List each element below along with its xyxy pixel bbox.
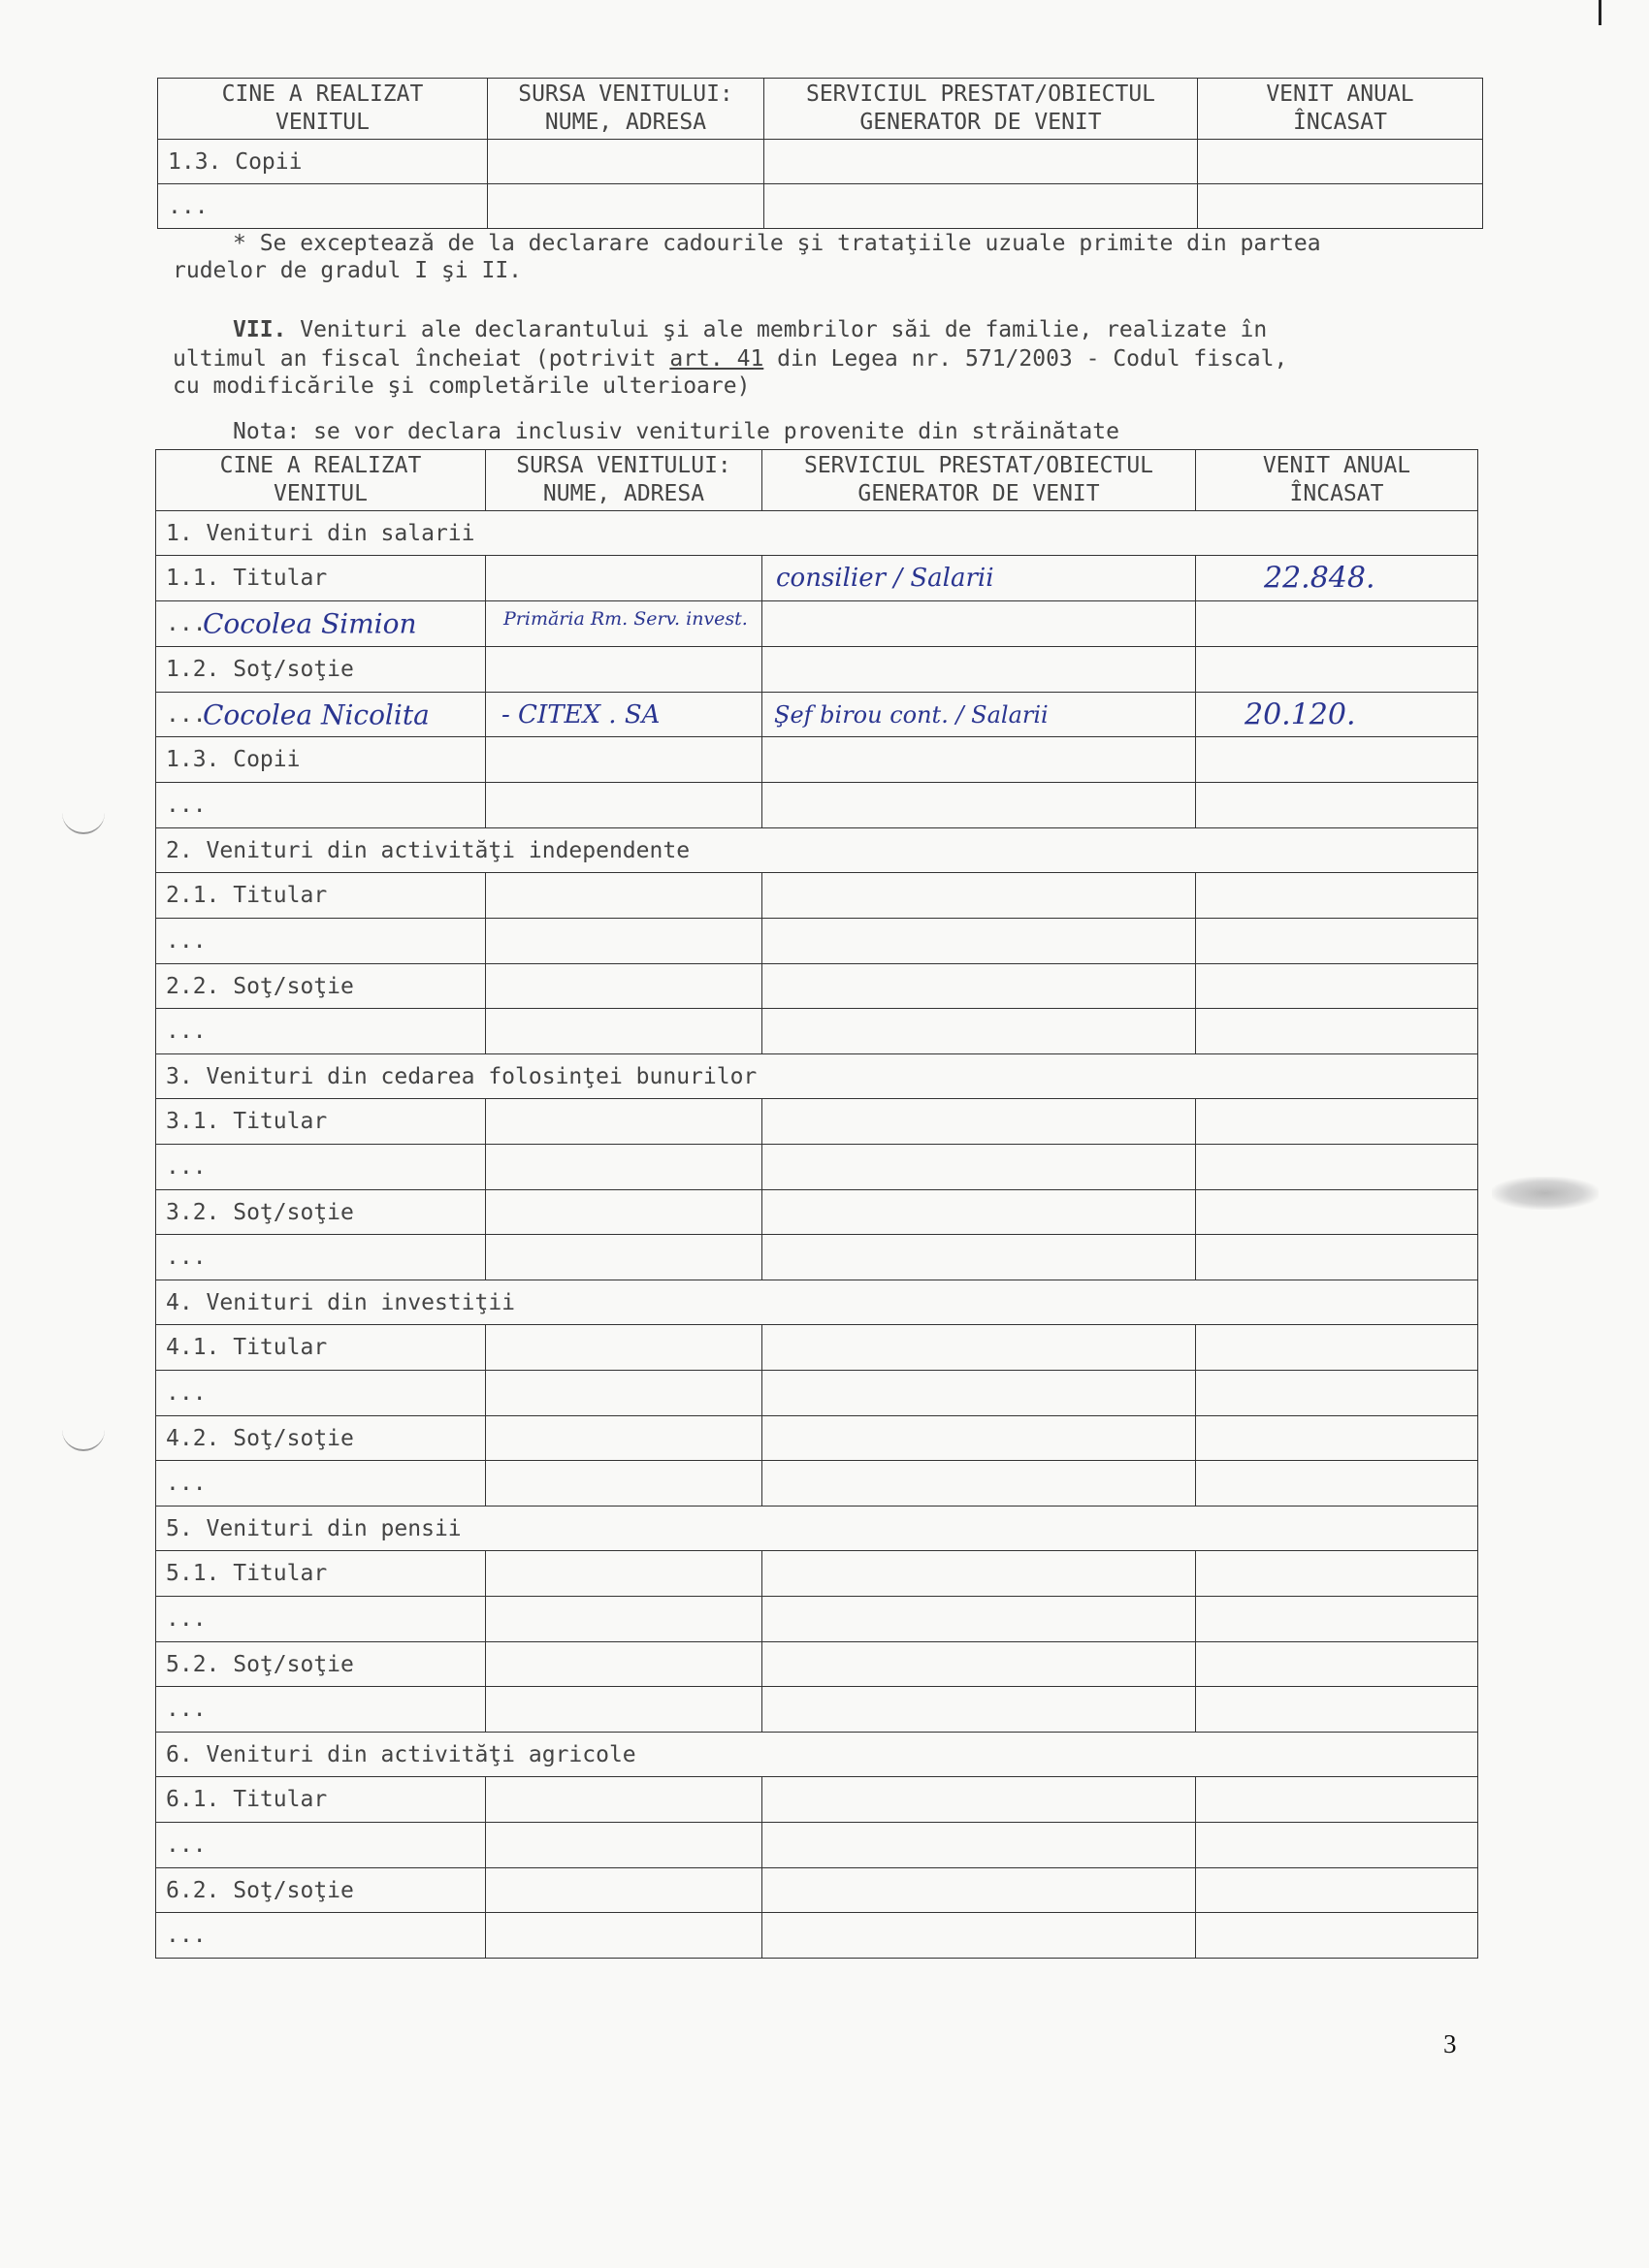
table-row [156,1235,1478,1280]
row-label: 2.1. Titular [156,873,486,919]
table-row [156,1325,1478,1371]
table-row [156,1868,1478,1913]
punch-hole-mark [62,1428,105,1451]
table-row [156,964,1478,1009]
table-row [156,1145,1478,1190]
section-row-investitii [156,1280,1478,1325]
row-label: ... [156,1009,486,1054]
handwritten-cell [762,556,1196,601]
section-title: 1. Venituri din salarii [156,511,1478,556]
scan-edge [1599,0,1601,25]
section-vii-line1: VII. Venituri ale declarantului şi ale membrilor săi de familie, realizate în [233,317,1268,342]
header-venit: VENIT ANUAL ÎNCASAT [1198,79,1483,140]
table-row [156,693,1478,737]
header-cine: CINE A REALIZAT VENITUL [156,450,486,511]
row-label: ... [156,1913,486,1959]
row-label: 2.2. Soţ/soţie [156,964,486,1009]
header-sursa: SURSA VENITULUI: NUME, ADRESA [486,450,762,511]
row-label: ... [158,184,488,229]
table-header-row [158,79,1483,140]
section-row-cedarea [156,1054,1478,1099]
section-vii-line3: cu modificările şi completările ulterioare) [173,373,751,399]
header-cine: CINE A REALIZAT VENITUL [158,79,488,140]
section-row-salarii [156,511,1478,556]
table-row [156,1190,1478,1235]
row-label: 3.2. Soţ/soţie [156,1190,486,1235]
table-row [156,1913,1478,1959]
row-label: ... [156,1371,486,1416]
row-label: ... [156,1145,486,1190]
handwritten-cell: ... Cocolea Nicolita [156,693,486,737]
table-row [156,1642,1478,1687]
section-row-agricole [156,1733,1478,1777]
sot-service-handwritten: Şef birou cont. / Salarii [774,700,1049,729]
table-row [156,601,1478,647]
footnote-line1: * Se exceptează de la declarare cadourile şi trataţiile uzuale primite din partea [233,231,1321,256]
scan-smudge [1492,1177,1599,1210]
row-label: 6.2. Soţ/soţie [156,1868,486,1913]
table-row [156,1777,1478,1823]
table-row [156,1009,1478,1054]
table-row [156,647,1478,693]
row-label: 1.2. Soţ/soţie [156,647,486,693]
header-sursa: SURSA VENITULUI: NUME, ADRESA [488,79,764,140]
row-label: ... [156,1823,486,1868]
table-row [156,873,1478,919]
row-label: 3.1. Titular [156,1099,486,1145]
handwritten-cell [486,693,762,737]
row-label: 1.1. Titular [156,556,486,601]
row-label: 1.3. Copii [158,140,488,184]
table-row [156,737,1478,783]
punch-hole-mark [62,811,105,834]
page-number: 3 [1443,2029,1457,2058]
section-title: 4. Venituri din investiţii [156,1280,1478,1325]
header-serviciul: SERVICIUL PRESTAT/OBIECTUL GENERATOR DE VENIT [762,450,1196,511]
row-label: ... [156,1461,486,1507]
section-title: 2. Venituri din activităţi independente [156,828,1478,873]
table-row [156,1687,1478,1733]
row-label: ... [156,1687,486,1733]
titular-source-handwritten: Primăria Rm. Serv. invest. [503,608,748,631]
handwritten-cell [1196,693,1478,737]
table-row [156,1461,1478,1507]
section-title: 3. Venituri din cedarea folosinţei bunurilor [156,1054,1478,1099]
sot-amount-handwritten: 20.120. [1245,697,1356,731]
handwritten-cell [762,693,1196,737]
section-row-independente [156,828,1478,873]
section-title: 6. Venituri din activităţi agricole [156,1733,1478,1777]
handwritten-cell [1196,556,1478,601]
table-row [158,140,1483,184]
table-row [156,556,1478,601]
row-label: ... [156,783,486,828]
nota-line: Nota: se vor declara inclusiv veniturile provenite din străinătate [233,419,1119,444]
table-row [156,783,1478,828]
table-row [158,184,1483,229]
table-row [156,919,1478,964]
table-row [156,1099,1478,1145]
table-row [156,1597,1478,1642]
footnote-line2: rudelor de gradul I şi II. [173,258,523,283]
table-row [156,1371,1478,1416]
table-row [156,1416,1478,1461]
sot-name-handwritten: Cocolea Nicolita [203,698,430,730]
section-vii-roman: VII. [233,317,287,342]
sot-source-handwritten: - CITEX . SA [501,699,661,729]
table-row [156,1551,1478,1597]
handwritten-cell [486,601,762,647]
header-serviciul: SERVICIUL PRESTAT/OBIECTUL GENERATOR DE VENIT [764,79,1198,140]
row-label: 4.1. Titular [156,1325,486,1371]
row-label: ... [156,919,486,964]
handwritten-cell: ... Cocolea Simion [156,601,486,647]
law-article-link[interactable]: art. 41 [669,346,764,372]
row-label: 6.1. Titular [156,1777,486,1823]
row-label: ... [156,1235,486,1280]
row-label: 4.2. Soţ/soţie [156,1416,486,1461]
section-vii-line2: ultimul an fiscal încheiat (potrivit art. 41 din Legea nr. 571/2003 - Codul fiscal, [173,346,1288,372]
section-title: 5. Venituri din pensii [156,1507,1478,1551]
top-income-table [157,78,1483,229]
section-row-pensii [156,1507,1478,1551]
titular-amount-handwritten: 22.848. [1264,561,1375,596]
row-label: 5.2. Soţ/soţie [156,1642,486,1687]
table-header-row [156,450,1478,511]
titular-name-handwritten: Cocolea Simion [203,607,417,640]
header-venit: VENIT ANUAL ÎNCASAT [1196,450,1478,511]
row-label: ... [156,1597,486,1642]
table-row [156,1823,1478,1868]
row-label: 5.1. Titular [156,1551,486,1597]
titular-service-handwritten: consilier / Salarii [776,564,994,593]
income-table [155,449,1478,1959]
row-label: 1.3. Copii [156,737,486,783]
